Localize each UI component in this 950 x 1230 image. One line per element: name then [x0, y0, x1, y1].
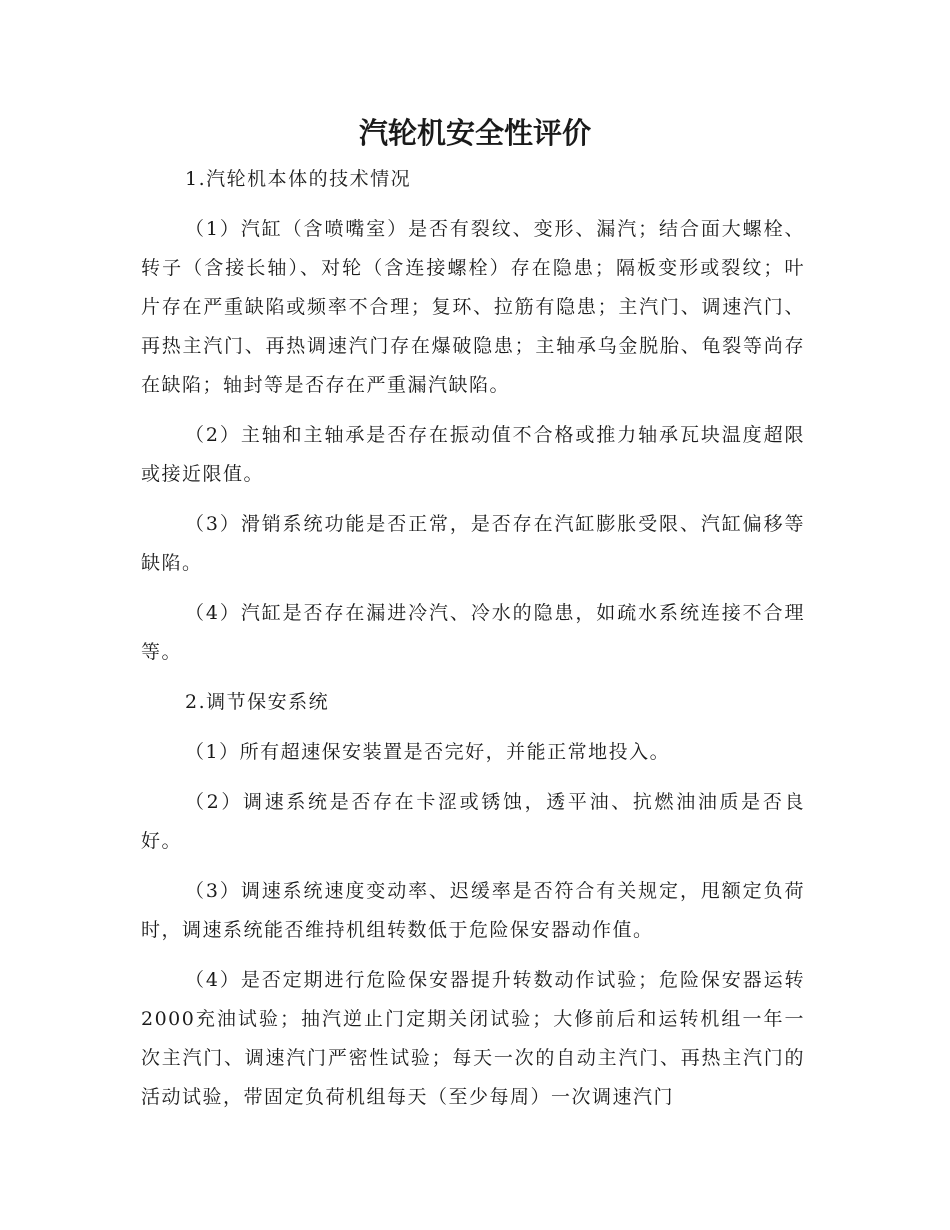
paragraph-2-1: （1）所有超速保安装置是否完好，并能正常地投入。: [185, 741, 671, 763]
paragraph-2-4: （4）是否定期进行危险保安器提升转数动作试验；危险保安器运转2000充油试验；抽汽逆止门定期关闭试验；大修前后和运转机组一年一次主汽门、调速汽门严密性试验；每天一次的自动主汽门、再热主汽门的活动试验，带固定负荷机组每天（至少每周）一次调速汽门: [141, 969, 805, 1108]
document-title: 汽轮机安全性评价: [358, 116, 591, 150]
paragraph-2-3: （3）调速系统速度变动率、迟缓率是否符合有关规定，甩额定负荷时，调速系统能否维持机组转数低于危险保安器动作值。: [141, 880, 805, 941]
document-body: [141, 160, 805, 1117]
paragraph-1-3: （3）滑销系统功能是否正常，是否存在汽缸膨胀受限、汽缸偏移等缺陷。: [141, 513, 805, 574]
paragraph-2-2: （2）调速系统是否存在卡涩或锈蚀，透平油、抗燃油油质是否良好。: [141, 791, 805, 852]
paragraph-1-2: （2）主轴和主轴承是否存在振动值不合格或推力轴承瓦块温度超限或接近限值。: [141, 424, 805, 485]
paragraph-1-4: （4）汽缸是否存在漏进冷汽、冷水的隐患，如疏水系统连接不合理等。: [141, 602, 805, 663]
paragraph-1-1: （1）汽缸（含喷嘴室）是否有裂纹、变形、漏汽；结合面大螺栓、转子（含接长轴）、对轮（含连接螺栓）存在隐患；隔板变形或裂纹；叶片存在严重缺陷或频率不合理；复环、拉筋有隐患；主汽门、调速汽门、再热主汽门、再热调速汽门存在爆破隐患；主轴承乌金脱胎、龟裂等尚存在缺陷；轴封等是否存在严重漏汽缺陷。: [141, 218, 805, 396]
section-heading-2: 2.调节保安系统: [185, 691, 330, 713]
section-heading-1: 1.汽轮机本体的技术情况: [185, 168, 412, 190]
